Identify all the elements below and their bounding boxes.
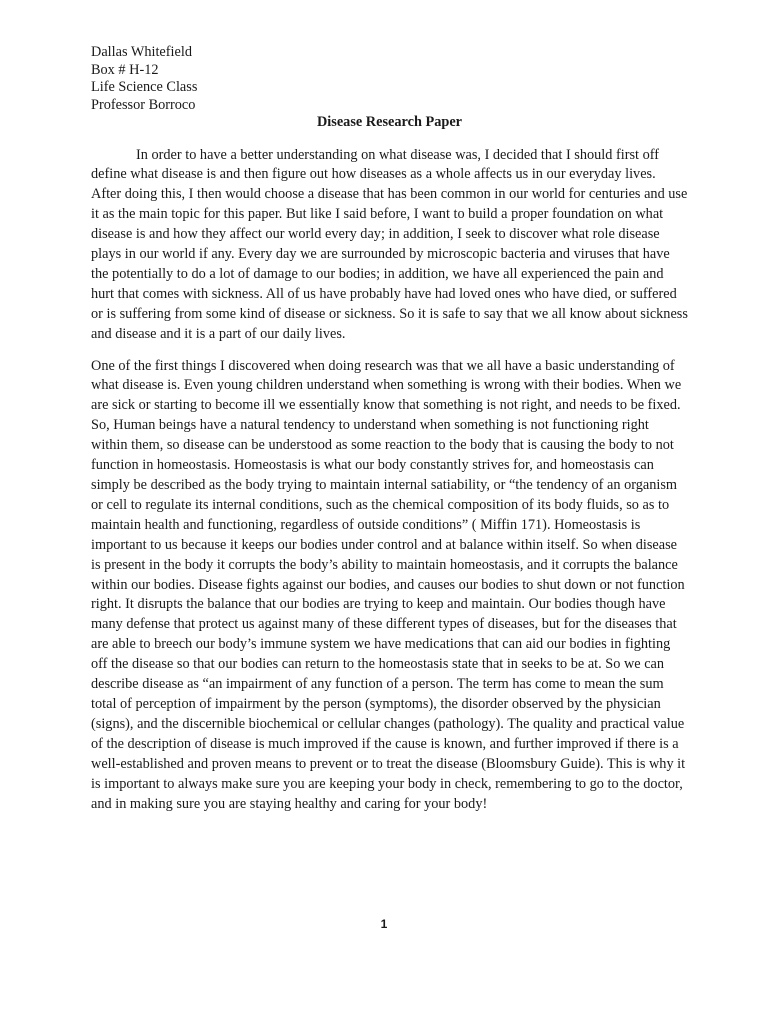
body-paragraph-1: In order to have a better understanding on what disease was, I decided that I should first off define what disease is and then figure out how diseases as a whole affects us in our everyday lives. After doing this, I then would choose a disease that has been common in our world for centuries and use it as the main topic for this paper. But like I said before, I want to build a proper foundation on what disease is and how they affect our world every day; in addition, I seek to discover what role disease plays in our world if any. Every day we are surrounded by microscopic bacteria and viruses that have the potentially to do a lot of damage to our bodies; in addition, we have all experienced the pain and hurt that comes with sickness. All of us have probably have had loved ones who have died, or suffered or is suffering from some kind of disease or sickness. So it is safe to say that we all know about sickness and disease and it is a part of our daily lives. <box>91 146 688 342</box>
document-page <box>91 44 688 826</box>
author-header <box>91 44 688 114</box>
author-name: Dallas Whitefield <box>91 44 192 60</box>
page-number: 1 <box>380 917 388 931</box>
class-name: Life Science Class <box>91 79 198 95</box>
professor-name: Professor Borroco <box>91 96 196 113</box>
document-title: Disease Research Paper <box>316 114 463 130</box>
box-number: Box # H-12 <box>91 61 159 78</box>
body-paragraph-2: One of the first things I discovered when doing research was that we all have a basic understanding of what disease is. Even young children understand when something is wrong with their bodies. When we are sick or starting to become ill we essentially know that something is not right, and needs to be fixed. So, Human beings have a natural tendency to understand when something is not functioning right within them, so disease can be understood as some reaction to the body that is causing the body to not function in homeostasis. Homeostasis is what our body constantly strives for, and homeostasis can simply be described as the body trying to maintain internal satiability, or “the tendency of an organism or cell to regulate its internal conditions, such as the chemical composition of its body fluids, so as to maintain health and functioning, regardless of outside conditions” ( Miffin 171). Homeostasis is important to us because it keeps our bodies under control and at balance within itself. So when disease is present in the body it corrupts the body’s ability to maintain homeostasis, and it corrupts the balance within our bodies. Disease fights against our bodies, and causes our bodies to shut down or not function right. It disrupts the balance that our bodies are trying to keep and maintain. Our bodies though have many defense that protect us against many of these different types of diseases, but for the diseases that are able to breech our body’s immune system we have medications that can aid our bodies in fighting off the disease so that our bodies can return to the homeostasis state that in seeks to be at. So we can describe disease as “an impairment of any function of a person. The term has come to mean the sum total of perception of impairment by the person (symptoms), the disorder observed by the physician (signs), and the discernible biochemical or cellular changes (pathology). The quality and practical value of the description of disease is much improved if the cause is known, and further improved if there is a well-established and proven means to prevent or to treat the disease (Bloomsbury Guide). This is why it is important to always make sure you are keeping your body in check, remembering to go to the doctor, and in making sure you are staying healthy and caring for your body! <box>91 357 686 812</box>
